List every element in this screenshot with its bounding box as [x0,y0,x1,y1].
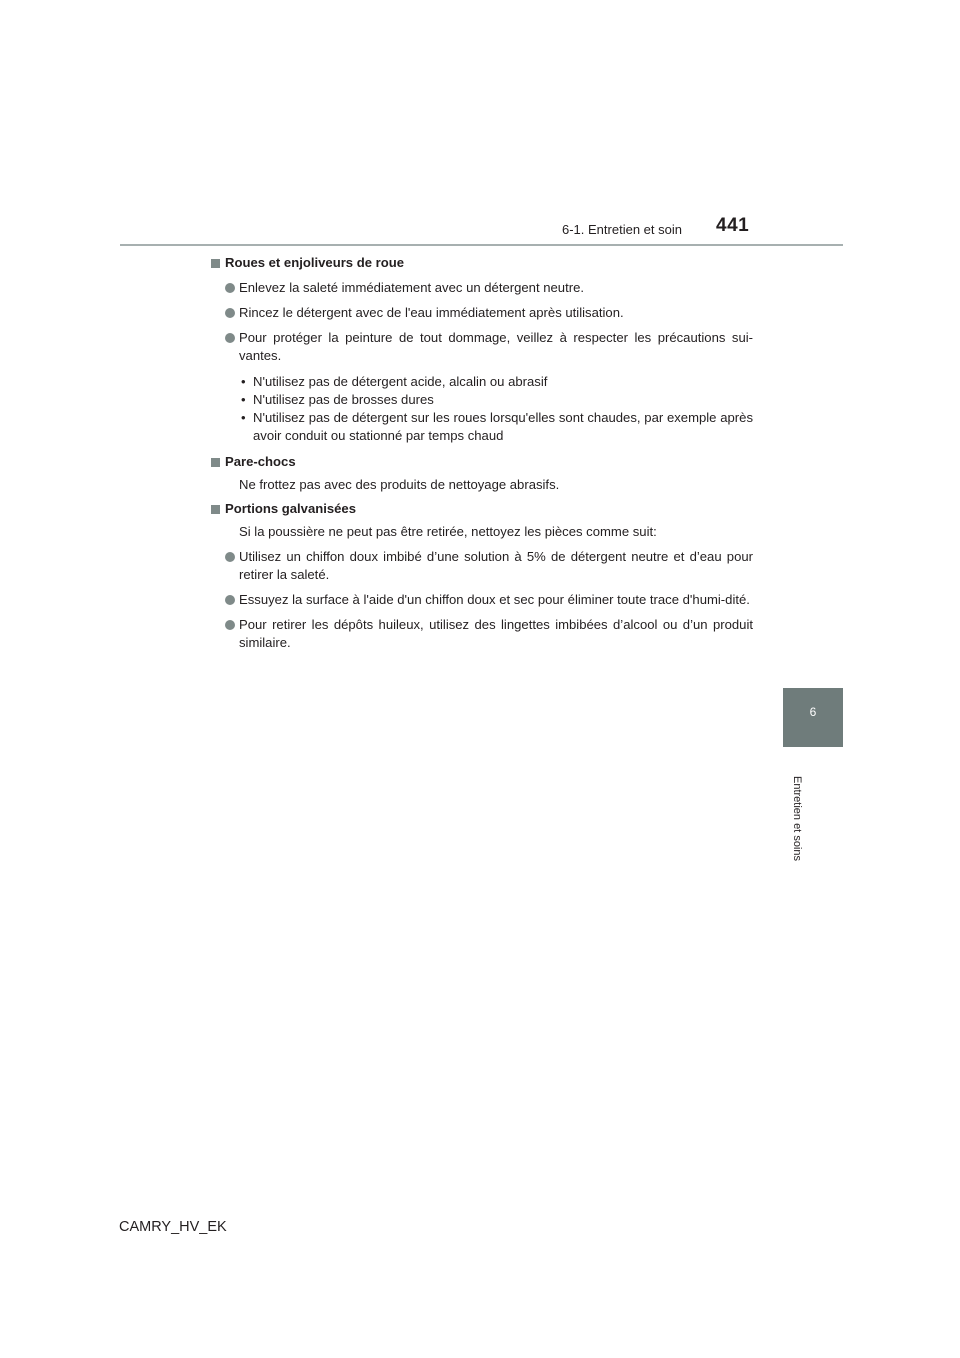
square-bullet-icon [211,505,220,514]
section-paragraph: Si la poussière ne peut pas être retirée, nettoyez les pièces comme suit: [239,524,657,539]
list-item [211,279,753,297]
circle-bullet-icon [225,620,235,630]
sub-list-item [239,391,753,409]
page-content [211,254,753,652]
page-number: 441 [716,215,750,236]
section-bumpers [211,453,753,494]
chapter-label: Entretien et soins [791,776,803,861]
circle-bullet-icon [225,283,235,293]
section-paragraph: Ne frottez pas avec des produits de nettoyage abrasifs. [239,477,560,492]
section-title: 6-1. Entretien et soin [562,222,682,237]
list-item-text: Rincez le détergent avec de l'eau immédiatement après utilisation. [239,305,624,320]
section-heading-text: Portions galvanisées [225,501,356,516]
dot-marker-icon: • [241,374,246,389]
circle-bullet-icon [225,552,235,562]
model-code: CAMRY_HV_EK [119,1219,227,1235]
sub-list-item-text: N'utilisez pas de détergent sur les roues lorsqu'elles sont chaudes, par exemple après avoir conduit ou stationné par temps chaud [253,410,753,443]
list-item-text: Utilisez un chiffon doux imbibé d’une solution à 5% de détergent neutre et d’eau pour retirer la saleté. [239,549,753,582]
section-heading [211,500,753,518]
sub-list-item [239,373,753,391]
list-item [211,548,753,584]
sub-list-item [239,409,753,445]
list-item [211,591,753,609]
section-galvanized [211,500,753,652]
chapter-tab [783,688,843,747]
list-item [211,616,753,652]
list-item-text: Pour retirer les dépôts huileux, utilisez des lingettes imbibées d’alcool ou d’un produit similaire. [239,617,753,650]
dot-marker-icon: • [241,392,246,407]
circle-bullet-icon [225,595,235,605]
section-heading-text: Roues et enjoliveurs de roue [225,255,404,270]
list-item-text: Pour protéger la peinture de tout dommage, veillez à respecter les précautions sui-vantes. [239,330,753,363]
square-bullet-icon [211,458,220,467]
chapter-number: 6 [809,705,817,719]
sub-list [211,373,753,445]
list-item [211,304,753,322]
circle-bullet-icon [225,308,235,318]
square-bullet-icon [211,259,220,268]
section-heading-text: Pare-chocs [225,454,296,469]
list-item-text: Enlevez la saleté immédiatement avec un détergent neutre. [239,280,585,295]
list-item [211,329,753,365]
section-heading [211,453,753,471]
circle-bullet-icon [225,333,235,343]
section-wheels [211,254,753,445]
page-header [0,0,960,250]
header-divider [120,244,843,246]
section-heading [211,254,753,272]
dot-marker-icon: • [241,410,246,425]
sub-list-item-text: N'utilisez pas de brosses dures [253,392,434,407]
sub-list-item-text: N'utilisez pas de détergent acide, alcalin ou abrasif [253,374,548,389]
list-item-text: Essuyez la surface à l'aide d'un chiffon doux et sec pour éliminer toute trace d'humi-dité. [239,592,750,607]
